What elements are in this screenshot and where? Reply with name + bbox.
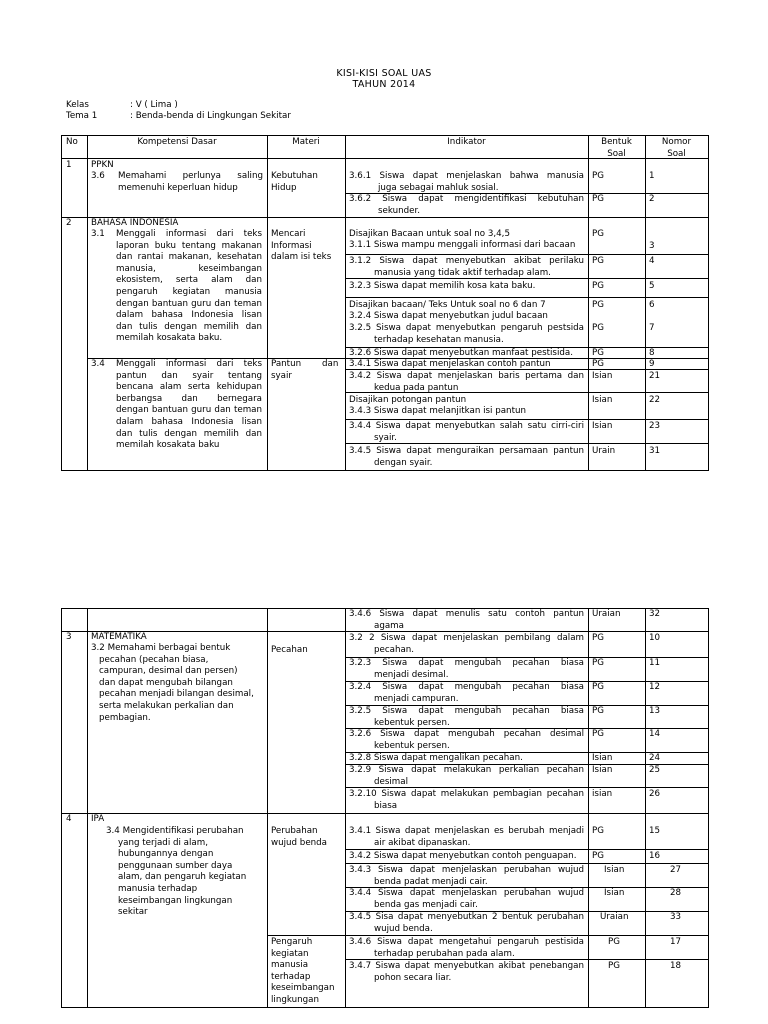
- nomor-soal: 17: [670, 937, 682, 947]
- nomor-soal: 13: [649, 706, 661, 716]
- header-kompetensi-dasar: Kompetensi Dasar: [137, 137, 217, 147]
- subject-ipa: IPA: [91, 814, 105, 824]
- indikator-text: 3.2.3 Siswa dapat mengubah pecahan biasa menjadi desimal.: [349, 658, 584, 680]
- indikator-text: Disajikan bacaan/ Teks Untuk soal no 6 dan 7: [349, 300, 546, 310]
- kd-number: 3.1: [91, 229, 105, 239]
- indikator-text: 3.4.1 Siswa dapat menjelaskan es berubah menjadi air akibat dipanaskan.: [349, 826, 584, 848]
- nomor-soal: 28: [670, 888, 682, 898]
- nomor-soal: 15: [649, 826, 661, 836]
- bentuk-soal: PG: [592, 348, 604, 358]
- nomor-soal: 8: [649, 348, 655, 358]
- indikator-text: Disajikan potongan pantun: [349, 395, 467, 405]
- bentuk-soal: PG: [592, 706, 604, 716]
- indikator-text: 3.4.4 Siswa dapat menjelaskan perubahan wujud benda gas menjadi cair.: [349, 888, 584, 910]
- nomor-soal: 9: [649, 359, 655, 369]
- nomor-soal: 33: [670, 912, 682, 922]
- nomor-soal: 24: [649, 753, 661, 763]
- bentuk-soal: Isian: [592, 371, 613, 381]
- nomor-soal: 6: [649, 300, 655, 310]
- bentuk-soal: Isian: [592, 421, 613, 431]
- header-nomor-soal: Nomor Soal: [661, 137, 692, 159]
- nomor-soal: 31: [649, 446, 661, 456]
- document-title: KISI-KISI SOAL UAS: [336, 68, 432, 79]
- nomor-soal: 1: [649, 171, 655, 181]
- materi-text: syair: [271, 371, 292, 381]
- indikator-text: 3.4.6 Siswa dapat menulis satu contoh pantun agama: [349, 609, 584, 631]
- bentuk-soal: PG: [592, 300, 604, 310]
- bentuk-soal: Isian: [592, 765, 613, 775]
- bentuk-soal: PG: [592, 281, 604, 291]
- nomor-soal: 25: [649, 765, 661, 775]
- materi-text: Pecahan: [271, 645, 308, 655]
- bentuk-soal: PG: [592, 826, 604, 836]
- nomor-soal: 7: [649, 323, 655, 333]
- header-materi: Materi: [292, 137, 320, 147]
- bentuk-soal: PG: [608, 937, 620, 947]
- indikator-text: 3.2 2 Siswa dapat menjelaskan pembilang dalam pecahan.: [349, 633, 584, 655]
- indikator-text: 3.4.2 Siswa dapat menjelaskan baris pertama dan kedua pada pantun: [349, 371, 584, 393]
- indikator-text: Disajikan Bacaan untuk soal no 3,4,5: [349, 229, 510, 239]
- document-year: TAHUN 2014: [352, 79, 416, 90]
- bentuk-soal: PG: [592, 633, 604, 643]
- bentuk-soal: PG: [592, 194, 604, 204]
- bentuk-soal: PG: [592, 171, 604, 181]
- nomor-soal: 18: [670, 961, 682, 971]
- nomor-soal: 2: [649, 194, 655, 204]
- row-no: 1: [66, 160, 72, 170]
- kd-text: 3.4 Mengidentifikasi perubahan yang terjadi di alam, hubungannya dengan penggunaan sumber daya alam, dan pengaruh kegiatan manusia terhadap keseimbangan lingkungan sekitar: [106, 826, 247, 918]
- nomor-soal: 11: [649, 658, 661, 668]
- bentuk-soal: Isian: [592, 753, 613, 763]
- nomor-soal: 10: [649, 633, 661, 643]
- header-indikator: Indikator: [447, 137, 486, 147]
- indikator-text: 3.2.6 Siswa dapat menyebutkan manfaat pestisida.: [349, 348, 573, 358]
- kd-text: Memahami perlunya saling memenuhi keperluan hidup: [118, 171, 263, 193]
- subject-ppkn: PPKN: [91, 160, 114, 170]
- nomor-soal: 16: [649, 851, 661, 861]
- indikator-text: 3.6.1 Siswa dapat menjelaskan bahwa manusia juga sebagai mahluk sosial.: [349, 171, 584, 193]
- indikator-text: 3.1.1 Siswa mampu menggali informasi dari bacaan: [349, 240, 576, 250]
- header-bentuk-soal: Bentuk Soal: [601, 137, 632, 159]
- materi-text: Kebutuhan Hidup: [271, 171, 318, 193]
- indikator-text: 3.4.2 Siswa dapat menyebutkan contoh penguapan.: [349, 851, 577, 861]
- kd-number: 3.6: [91, 171, 105, 181]
- nomor-soal: 23: [649, 421, 661, 431]
- indikator-text: 3.4.1 Siswa dapat menjelaskan contoh pantun: [349, 359, 551, 369]
- bentuk-soal: Isian: [604, 888, 625, 898]
- subject-bahasa-indonesia: BAHASA INDONESIA: [91, 218, 179, 228]
- bentuk-soal: PG: [592, 682, 604, 692]
- nomor-soal: 32: [649, 609, 661, 619]
- bentuk-soal: PG: [592, 359, 604, 369]
- row-no: 2: [66, 218, 72, 228]
- bentuk-soal: PG: [608, 961, 620, 971]
- header-no: No: [66, 137, 78, 147]
- bentuk-soal: Urain: [592, 446, 616, 456]
- bentuk-soal: PG: [592, 851, 604, 861]
- tema-value: : Benda-benda di Lingkungan Sekitar: [130, 111, 291, 121]
- bentuk-soal: Uraian: [592, 609, 621, 619]
- bentuk-soal: Isian: [604, 865, 625, 875]
- indikator-text: 3.2.4 Siswa dapat menyebutkan judul bacaan: [349, 311, 548, 321]
- indikator-text: 3.4.3 Siswa dapat menjelaskan perubahan wujud benda padat menjadi cair.: [349, 865, 584, 887]
- bentuk-soal: PG: [592, 323, 604, 333]
- nomor-soal: 4: [649, 256, 655, 266]
- bentuk-soal: PG: [592, 229, 604, 239]
- subject-matematika: MATEMATIKA: [91, 632, 147, 642]
- indikator-text: 3.2.5 Siswa dapat menyebutkan pengaruh pestsida terhadap kesehatan manusia.: [349, 323, 584, 345]
- bentuk-soal: PG: [592, 729, 604, 739]
- indikator-text: 3.2.4 Siswa dapat mengubah pecahan biasa menjadi campuran.: [349, 682, 584, 704]
- nomor-soal: 3: [649, 241, 655, 251]
- indikator-text: 3.2.5 Siswa dapat mengubah pecahan biasa kebentuk persen.: [349, 706, 584, 728]
- indikator-text: 3.4.5 Sisa dapat menyebutkan 2 bentuk perubahan wujud benda.: [349, 912, 584, 934]
- bentuk-soal: PG: [592, 256, 604, 266]
- indikator-text: 3.4.3 Siswa dapat melanjitkan isi pantun: [349, 406, 526, 416]
- tema-label: Tema 1: [66, 111, 98, 121]
- indikator-text: 3.2.9 Siswa dapat melakukan perkalian pecahan desimal: [349, 765, 584, 787]
- bentuk-soal: Isian: [592, 395, 613, 405]
- kd-text: Menggali informasi dari teks pantun dan syair tentang bencana alam serta kehidupan berbangsa dan bernegara dengan bantuan guru dan teman dalam bahasa Indonesia lisan dan tulis dengan memilih dan memilah kosakata baku: [116, 359, 262, 451]
- materi-text: Mencari Informasi dalam isi teks: [271, 229, 332, 263]
- kd-number: 3.4: [91, 359, 105, 369]
- indikator-text: 3.4.7 Siswa dapat menyebutkan akibat penebangan pohon secara liar.: [349, 961, 584, 983]
- bentuk-soal: Uraian: [600, 912, 629, 922]
- kd-text: 3.2 Memahami berbagai bentuk pecahan (pecahan biasa, campuran, desimal dan persen) dan dapat mengubah bilangan pecahan menjadi bilangan desimal, serta melakukan perkalian dan pembagian.: [91, 643, 254, 723]
- kd-text: Menggali informasi dari teks laporan buku tentang makanan dan rantai makanan, kesehatan manusia, keseimbangan ekosistem, serta alam dan pengaruh kegiatan manusia dengan bantuan guru dan teman dalam bahasa Indonesia lisan dan tulis dengan memilih dan memilah kosakata baku.: [116, 229, 262, 344]
- materi-text: Perubahan wujud benda: [271, 826, 328, 848]
- indikator-text: 3.2.8 Siswa dapat mengalikan pecahan.: [349, 753, 523, 763]
- nomor-soal: 27: [670, 865, 682, 875]
- indikator-text: 3.2.3 Siswa dapat memilih kosa kata baku.: [349, 281, 536, 291]
- nomor-soal: 14: [649, 729, 661, 739]
- materi-text: Pantun: [271, 359, 302, 369]
- kelas-value: : V ( Lima ): [130, 100, 178, 110]
- nomor-soal: 21: [649, 371, 661, 381]
- indikator-text: 3.2.10 Siswa dapat melakukan pembagian pecahan biasa: [349, 789, 584, 811]
- row-no: 4: [66, 814, 72, 824]
- nomor-soal: 5: [649, 281, 655, 291]
- bentuk-soal: PG: [592, 658, 604, 668]
- nomor-soal: 26: [649, 789, 661, 799]
- nomor-soal: 22: [649, 395, 661, 405]
- indikator-text: 3.4.6 Siswa dapat mengetahui pengaruh pestisida terhadap perubahan pada alam.: [349, 937, 584, 959]
- row-no: 3: [66, 632, 72, 642]
- nomor-soal: 12: [649, 682, 661, 692]
- bentuk-soal: isian: [592, 789, 613, 799]
- indikator-text: 3.6.2 Siswa dapat mengidentifikasi kebutuhan sekunder.: [349, 194, 584, 216]
- materi-text: dan: [322, 359, 339, 369]
- indikator-text: 3.2.6 Siswa dapat mengubah pecahan desimal kebentuk persen.: [349, 729, 584, 751]
- materi-text: Pengaruh kegiatan manusia terhadap keseimbangan lingkungan: [271, 937, 335, 1005]
- indikator-text: 3.4.5 Siswa dapat menguraikan persamaan pantun dengan syair.: [349, 446, 584, 468]
- indikator-text: 3.4.4 Siswa dapat menyebutkan salah satu cirri-ciri syair.: [349, 421, 584, 443]
- kelas-label: Kelas: [66, 100, 89, 110]
- indikator-text: 3.1.2 Siswa dapat menyebutkan akibat perilaku manusia yang tidak aktif terhadap alam.: [349, 256, 584, 278]
